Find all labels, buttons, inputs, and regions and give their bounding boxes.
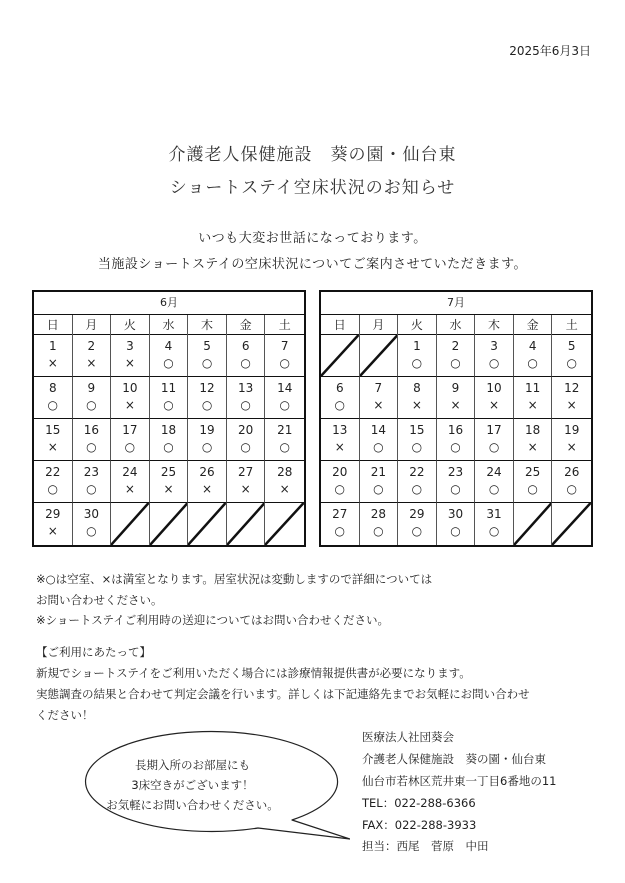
day-number: 2 <box>451 339 460 353</box>
vacancy-mark: ○ <box>47 482 59 496</box>
day-number: 7 <box>374 381 383 395</box>
vacancy-mark: × <box>47 356 58 370</box>
day-cell <box>552 419 591 461</box>
vacancy-mark: ○ <box>334 524 346 538</box>
day-number: 4 <box>528 339 537 353</box>
day-number: 22 <box>409 465 425 479</box>
bubble-text: お気軽にお問い合わせください。 <box>106 798 279 812</box>
day-cell <box>227 377 266 419</box>
weekday-label: 日 <box>34 315 73 335</box>
day-cell <box>321 419 360 461</box>
day-cell <box>265 419 304 461</box>
diagonal-slash <box>321 335 359 376</box>
vacancy-mark: ○ <box>488 482 500 496</box>
day-cell <box>514 461 553 503</box>
day-number: 12 <box>199 381 215 395</box>
legend-note-cont: お問い合わせください。 <box>36 593 163 607</box>
vacancy-mark: × <box>566 398 577 412</box>
day-cell <box>321 461 360 503</box>
day-cell <box>265 461 304 503</box>
calendar-grid <box>34 335 304 545</box>
day-cell <box>437 335 476 377</box>
vacancy-mark: ○ <box>373 524 384 538</box>
day-number: 19 <box>564 423 580 437</box>
vacancy-mark: ○ <box>163 440 174 454</box>
weekday-label: 金 <box>514 315 553 335</box>
empty-day-cell <box>321 335 360 377</box>
vacancy-mark: × <box>124 482 135 496</box>
day-number: 18 <box>160 423 177 437</box>
day-cell <box>188 419 227 461</box>
vacancy-mark: ○ <box>124 440 136 454</box>
day-cell <box>73 461 112 503</box>
usage-line: ください！ <box>36 708 94 722</box>
vacancy-mark: ○ <box>201 398 213 412</box>
day-cell <box>73 335 112 377</box>
legend-note: ※○は空室、×は満室となります。居室状況は変動しますので詳細については <box>36 572 433 586</box>
day-cell <box>188 335 227 377</box>
vacancy-mark: × <box>163 482 174 496</box>
day-cell <box>150 377 189 419</box>
day-number: 21 <box>370 465 386 479</box>
day-number: 19 <box>199 423 215 437</box>
vacancy-mark: ○ <box>373 482 384 496</box>
day-number: 7 <box>280 339 289 353</box>
day-number: 30 <box>83 507 99 521</box>
calendar-grid <box>321 335 591 545</box>
day-number: 9 <box>451 381 460 395</box>
day-cell <box>150 461 189 503</box>
day-number: 15 <box>409 423 425 437</box>
day-number: 11 <box>160 381 177 395</box>
day-cell <box>111 335 150 377</box>
vacancy-mark: ○ <box>411 524 423 538</box>
weekday-label: 水 <box>437 315 476 335</box>
vacancy-mark: ○ <box>566 482 577 496</box>
day-cell <box>398 335 437 377</box>
vacancy-mark: ○ <box>240 440 251 454</box>
vacancy-mark: ○ <box>240 356 251 370</box>
empty-day-cell <box>111 503 150 545</box>
weekday-label: 土 <box>278 318 291 332</box>
empty-day-cell <box>150 503 189 545</box>
day-number: 26 <box>564 465 580 479</box>
calendar-month-label: 7月 <box>321 292 591 315</box>
weekday-label: 木 <box>475 315 514 335</box>
day-number: 17 <box>122 423 138 437</box>
day-number: 18 <box>524 423 541 437</box>
vacancy-mark: ○ <box>411 482 423 496</box>
contact-fax: FAX：022-288-3933 <box>362 818 477 832</box>
weekday-label: 月 <box>73 315 112 335</box>
day-cell <box>150 419 189 461</box>
diagonal-slash <box>227 503 265 545</box>
vacancy-mark: ○ <box>163 398 174 412</box>
day-cell <box>475 503 514 545</box>
vacancy-mark: ○ <box>527 356 538 370</box>
day-number: 11 <box>524 381 541 395</box>
day-cell <box>111 461 150 503</box>
day-number: 29 <box>45 507 61 521</box>
vacancy-mark: ○ <box>334 398 346 412</box>
diagonal-slash <box>111 503 149 545</box>
greeting-line: いつも大変お世話になっております。 <box>198 231 427 246</box>
empty-day-cell <box>360 335 399 377</box>
day-cell <box>360 461 399 503</box>
day-cell <box>514 377 553 419</box>
day-cell <box>552 377 591 419</box>
weekday-header <box>321 315 591 335</box>
day-cell <box>34 419 73 461</box>
day-cell <box>475 461 514 503</box>
weekday-label: 金 <box>227 315 266 335</box>
day-cell <box>188 377 227 419</box>
day-number: 14 <box>277 381 293 395</box>
bubble-text: 3床空きがございます！ <box>131 778 254 792</box>
day-cell <box>321 377 360 419</box>
day-cell <box>34 377 73 419</box>
contact-address: 仙台市若林区荒井東一丁目6番地の11 <box>362 774 557 788</box>
vacancy-mark: × <box>240 482 251 496</box>
weekday-label: 木 <box>188 315 227 335</box>
vacancy-mark: ○ <box>488 524 500 538</box>
diagonal-slash <box>360 335 398 376</box>
day-cell <box>552 335 591 377</box>
day-cell <box>188 461 227 503</box>
day-number: 30 <box>447 507 464 521</box>
day-number: 6 <box>241 339 250 353</box>
day-cell <box>227 335 266 377</box>
day-cell <box>34 461 73 503</box>
calendar-june <box>32 290 306 547</box>
day-number: 20 <box>332 465 348 479</box>
day-number: 16 <box>447 423 464 437</box>
vacancy-mark: ○ <box>279 440 290 454</box>
vacancy-mark: × <box>86 356 97 370</box>
day-cell <box>265 377 304 419</box>
vacancy-mark: ○ <box>488 356 500 370</box>
vacancy-mark: ○ <box>47 398 59 412</box>
day-number: 6 <box>335 381 344 395</box>
empty-day-cell <box>227 503 266 545</box>
day-number: 10 <box>486 381 502 395</box>
day-cell <box>111 419 150 461</box>
day-number: 13 <box>332 423 348 437</box>
contact-org: 医療法人社団葵会 <box>362 730 454 744</box>
day-number: 3 <box>490 339 498 353</box>
contact-staff: 担当：西尾 菅原 中田 <box>362 839 489 853</box>
vacancy-mark: × <box>527 398 538 412</box>
day-number: 31 <box>486 507 502 521</box>
vacancy-mark: × <box>202 482 213 496</box>
day-number: 5 <box>567 339 576 353</box>
day-cell <box>73 419 112 461</box>
day-number: 24 <box>122 465 138 479</box>
day-cell <box>437 503 476 545</box>
day-number: 1 <box>413 339 421 353</box>
day-number: 25 <box>524 465 541 479</box>
day-cell <box>34 335 73 377</box>
day-number: 28 <box>370 507 386 521</box>
day-cell <box>227 461 266 503</box>
vacancy-mark: × <box>47 440 58 454</box>
vacancy-mark: ○ <box>411 440 423 454</box>
day-cell <box>360 377 399 419</box>
vacancy-mark: × <box>47 524 58 538</box>
empty-day-cell <box>265 503 304 545</box>
vacancy-mark: × <box>373 398 384 412</box>
day-number: 24 <box>486 465 502 479</box>
notice-title: ショートステイ空床状況のお知らせ <box>169 178 456 198</box>
day-number: 22 <box>45 465 61 479</box>
day-cell <box>360 503 399 545</box>
calendar-month-label: 6月 <box>34 292 304 315</box>
vacancy-mark: ○ <box>86 398 97 412</box>
vacancy-mark: ○ <box>527 482 538 496</box>
day-number: 13 <box>237 381 254 395</box>
day-cell <box>111 377 150 419</box>
day-cell <box>398 461 437 503</box>
day-number: 12 <box>564 381 580 395</box>
usage-line: 新規でショートステイをご利用いただく場合には診療情報提供書が必要になります。 <box>36 666 471 680</box>
day-number: 15 <box>45 423 61 437</box>
day-number: 25 <box>160 465 177 479</box>
day-number: 5 <box>203 339 211 353</box>
vacancy-mark: × <box>566 440 577 454</box>
day-number: 20 <box>237 423 254 437</box>
day-cell <box>475 419 514 461</box>
diagonal-slash <box>514 503 552 545</box>
day-number: 26 <box>199 465 215 479</box>
day-number: 10 <box>122 381 138 395</box>
contact-facility: 介護老人保健施設 葵の園・仙台東 <box>362 752 546 766</box>
day-cell <box>398 503 437 545</box>
day-number: 27 <box>332 507 348 521</box>
day-cell <box>398 419 437 461</box>
vacancy-mark: ○ <box>201 356 213 370</box>
day-cell <box>552 461 591 503</box>
vacancy-mark: ○ <box>373 440 384 454</box>
weekday-header <box>34 315 304 335</box>
vacancy-mark: ○ <box>240 398 251 412</box>
vacancy-mark: × <box>334 440 345 454</box>
vacancy-mark: × <box>124 356 135 370</box>
day-number: 17 <box>486 423 502 437</box>
diagonal-slash <box>188 503 226 545</box>
vacancy-mark: × <box>279 482 290 496</box>
day-cell <box>398 377 437 419</box>
weekday-label: 水 <box>150 315 189 335</box>
bubble-text: 長期入所のお部屋にも <box>135 758 250 772</box>
diagonal-slash <box>265 503 304 545</box>
day-number: 29 <box>409 507 425 521</box>
day-cell <box>73 377 112 419</box>
vacancy-mark: ○ <box>450 356 461 370</box>
diagonal-slash <box>150 503 188 545</box>
vacancy-mark: ○ <box>450 440 461 454</box>
day-number: 23 <box>447 465 464 479</box>
usage-heading: 【ご利用にあたって】 <box>36 645 151 659</box>
day-cell <box>321 503 360 545</box>
vacancy-mark: × <box>527 440 538 454</box>
empty-day-cell <box>188 503 227 545</box>
vacancy-mark: ○ <box>279 356 290 370</box>
day-number: 8 <box>413 381 421 395</box>
day-cell <box>150 335 189 377</box>
day-cell <box>265 335 304 377</box>
vacancy-mark: ○ <box>566 356 577 370</box>
vacancy-mark: ○ <box>86 440 97 454</box>
facility-title: 介護老人保健施設 葵の園・仙台東 <box>168 145 457 165</box>
day-cell <box>514 335 553 377</box>
weekday-label: 月 <box>360 315 399 335</box>
day-cell <box>360 419 399 461</box>
day-number: 16 <box>83 423 99 437</box>
vacancy-mark: ○ <box>450 524 461 538</box>
day-number: 2 <box>87 339 96 353</box>
day-number: 1 <box>48 339 57 353</box>
day-number: 28 <box>277 465 293 479</box>
day-number: 3 <box>126 339 134 353</box>
day-number: 14 <box>370 423 386 437</box>
vacancy-mark: ○ <box>450 482 461 496</box>
vacancy-mark: ○ <box>334 482 346 496</box>
weekday-label: 火 <box>111 315 150 335</box>
vacancy-mark: ○ <box>411 356 423 370</box>
diagonal-slash <box>552 503 591 545</box>
vacancy-mark: × <box>411 398 422 412</box>
day-cell <box>475 335 514 377</box>
vacancy-mark: × <box>450 398 461 412</box>
speech-bubble <box>60 727 350 847</box>
vacancy-mark: ○ <box>201 440 213 454</box>
vacancy-mark: ○ <box>163 356 174 370</box>
day-cell <box>437 461 476 503</box>
day-cell <box>73 503 112 545</box>
day-number: 8 <box>48 381 57 395</box>
empty-day-cell <box>514 503 553 545</box>
vacancy-mark: ○ <box>86 524 97 538</box>
issue-date: 2025年6月3日 <box>509 44 591 58</box>
day-number: 9 <box>87 381 96 395</box>
calendar-july <box>319 290 593 547</box>
weekday-label: 土 <box>565 318 578 332</box>
day-number: 23 <box>83 465 99 479</box>
vacancy-mark: × <box>124 398 135 412</box>
day-cell <box>475 377 514 419</box>
weekday-label: 日 <box>321 315 360 335</box>
day-cell <box>227 419 266 461</box>
vacancy-mark: ○ <box>488 440 500 454</box>
day-number: 27 <box>237 465 254 479</box>
day-cell <box>514 419 553 461</box>
intro-line: 当施設ショートステイの空床状況についてご案内させていただきます。 <box>97 257 528 272</box>
day-number: 21 <box>277 423 293 437</box>
day-cell <box>437 419 476 461</box>
vacancy-mark: ○ <box>279 398 290 412</box>
usage-line: 実態調査の結果と合わせて判定会議を行います。詳しくは下記連絡先までお気軽にお問い合わせ <box>36 687 530 701</box>
weekday-label: 火 <box>398 315 437 335</box>
day-cell <box>437 377 476 419</box>
contact-tel: TEL：022-288-6366 <box>362 796 476 810</box>
empty-day-cell <box>552 503 591 545</box>
day-cell <box>34 503 73 545</box>
day-number: 4 <box>164 339 173 353</box>
vacancy-mark: × <box>489 398 500 412</box>
transport-note: ※ショートステイご利用時の送迎についてはお問い合わせください。 <box>36 613 390 627</box>
vacancy-mark: ○ <box>86 482 97 496</box>
